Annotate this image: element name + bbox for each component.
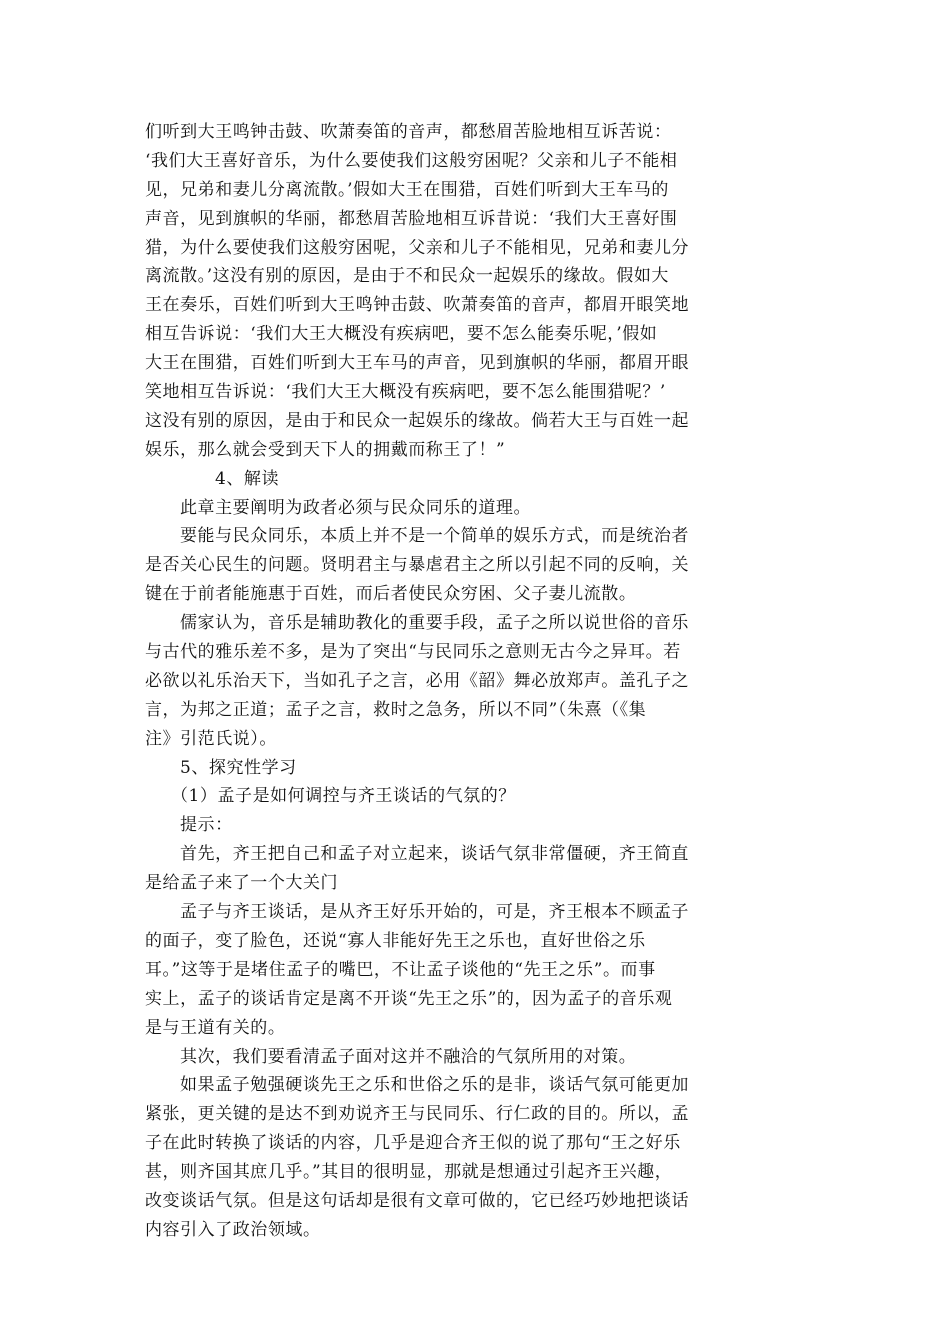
- text-line: 耳。”这等于是堵住孟子的嘴巴，不让孟子谈他的“先王之乐”。而事: [145, 959, 656, 980]
- text-line: 4、解读: [215, 468, 280, 489]
- text-line: 儒家认为，音乐是辅助教化的重要手段，孟子之所以说世俗的音乐: [180, 613, 689, 634]
- text-line: ‘我们大王喜好音乐，为什么要使我们这般穷困呢？父亲和儿子不能相: [145, 150, 678, 171]
- text-line: 见，兄弟和妻儿分离流散。’假如大王在围猎，百姓们听到大王车马的: [145, 179, 669, 200]
- text-line: 猎，为什么要使我们这般穷困呢，父亲和儿子不能相见，兄弟和妻儿分: [145, 237, 690, 258]
- text-line: 笑地相互告诉说：‘我们大王大概没有疾病吧，要不怎么能围猎呢？’: [145, 382, 666, 403]
- text-line: 注》引范氏说）。: [145, 728, 277, 749]
- text-line: 实上，孟子的谈话肯定是离不开谈“先王之乐”的，因为孟子的音乐观: [145, 988, 673, 1009]
- text-line: 与古代的雅乐差不多，是为了突出“与民同乐之意则无古今之异耳。若: [145, 642, 681, 663]
- text-line: 言，为邦之正道；孟子之言，救时之急务，所以不同”（朱熹（《集: [145, 699, 647, 720]
- text-line: 必欲以礼乐治天下，当如孔子之言，必用《韶》舞必放郑声。盖孔子之: [145, 670, 690, 691]
- text-line: 娱乐，那么就会受到天下人的拥戴而称王了！”: [145, 439, 506, 460]
- text-line: 是与王道有关的。: [145, 1017, 286, 1038]
- text-line: 声音，见到旗帜的华丽，都愁眉苦脸地相互诉昔说：‘我们大王喜好围: [145, 208, 678, 229]
- text-line: 其次，我们要看清孟子面对这并不融洽的气氛所用的对策。: [180, 1046, 637, 1067]
- text-line: 改变谈话气氛。但是这句话却是很有文章可做的，它已经巧妙地把谈话: [145, 1190, 690, 1211]
- text-line: 的面子，变了脸色，还说“寡人非能好先王之乐也，直好世俗之乐: [145, 930, 646, 951]
- text-line: 此章主要阐明为政者必须与民众同乐的道理。: [180, 497, 531, 518]
- text-line: 大王在围猎，百姓们听到大王车马的声音，见到旗帜的华丽，都眉开眼: [145, 353, 690, 374]
- text-line: 们听到大王鸣钟击鼓、吹萧奏笛的音声，都愁眉苦脸地相互诉苦说：: [145, 122, 672, 142]
- text-line: 这没有别的原因，是由于和民众一起娱乐的缘故。倘若大王与百姓一起: [145, 410, 690, 431]
- document-page: [145, 118, 690, 1245]
- text-line: 如果孟子勉强硬谈先王之乐和世俗之乐的是非，谈话气氛可能更加: [180, 1075, 689, 1096]
- text-line: 子在此时转换了谈话的内容，几乎是迎合齐王似的说了那句“王之好乐: [145, 1133, 681, 1154]
- text-line: 5、探究性学习: [180, 757, 297, 778]
- text-line: 首先，齐王把自己和孟子对立起来，谈话气氛非常僵硬，齐王简直: [180, 844, 689, 865]
- text-line: 相互告诉说：‘我们大王大概没有疾病吧，要不怎么能奏乐呢，’假如: [145, 324, 658, 345]
- text-line: 提示：: [180, 815, 233, 836]
- text-line: 孟子与齐王谈话，是从齐王好乐开始的，可是，齐王根本不顾孟子: [180, 902, 689, 923]
- text-line: 王在奏乐，百姓们听到大王鸣钟击鼓、吹萧奏笛的音声，都眉开眼笑地: [145, 295, 690, 316]
- text-line: 是给孟子来了一个大关门: [145, 873, 339, 894]
- text-line: （1）孟子是如何调控与齐王谈话的气氛的？: [171, 786, 516, 807]
- text-line: 甚，则齐国其庶几乎。”其目的很明显，那就是想通过引起齐王兴趣，: [145, 1162, 673, 1183]
- text-line: 键在于前者能施惠于百姓，而后者使民众穷困、父子妻儿流散。: [145, 584, 637, 605]
- text-line: 紧张，更关键的是达不到劝说齐王与民同乐、行仁政的目的。所以，孟: [145, 1104, 690, 1125]
- text-line: 要能与民众同乐，本质上并不是一个简单的娱乐方式，而是统治者: [180, 526, 689, 547]
- text-line: 离流散。’这没有别的原因，是由于不和民众一起娱乐的缘故。假如大: [145, 266, 669, 287]
- text-line: 是否关心民生的问题。贤明君主与暴虐君主之所以引起不同的反响，关: [145, 555, 690, 576]
- text-line: 内容引入了政治领域。: [145, 1219, 321, 1240]
